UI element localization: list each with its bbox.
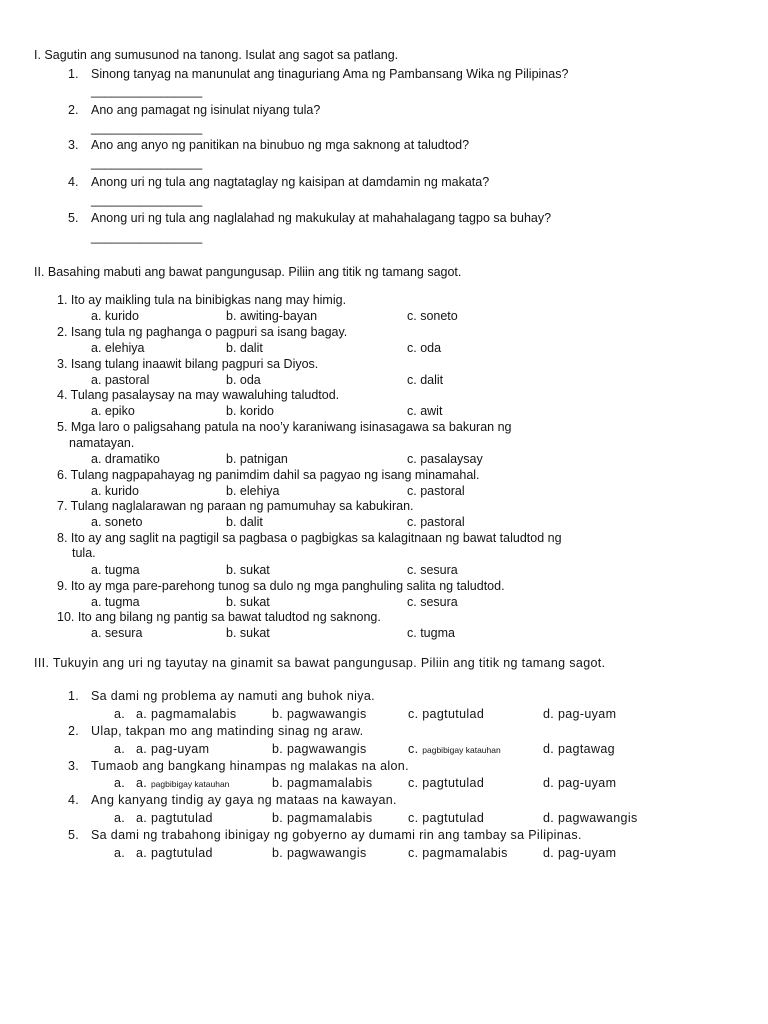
s3-q1-number: 1. [68, 689, 80, 703]
s2-q2-choice-a[interactable]: a. elehiya [91, 341, 145, 355]
s3-q5-choice-d[interactable]: d. pag-uyam [543, 846, 617, 860]
s2-q7-choice-b[interactable]: b. dalit [226, 515, 263, 529]
s2-q1-choice-b[interactable]: b. awiting-bayan [226, 309, 318, 323]
s3-q2-choice-c-letter: c. [408, 742, 419, 756]
s1-q1-text: Sinong tanyag na manunulat ang tinaguriang Ama ng Pambansang Wika ng Pilipinas? [91, 67, 569, 81]
s3-q4-number: 4. [68, 793, 80, 807]
s3-q4-choice-c[interactable]: c. pagtutulad [408, 811, 485, 825]
s3-q3-choice-a[interactable] [136, 776, 229, 792]
s2-q5-text-continued: namatayan. [69, 436, 135, 450]
s2-q8-text: 8. Ito ay ang saglit na pagtigil sa pagbasa o pagbigkas sa kalagitnaan ng bawat taludtod ng [57, 531, 562, 545]
s3-q3-letter: a. [114, 776, 126, 790]
s3-q5-choice-a[interactable]: a. pagtutulad [136, 846, 213, 860]
s3-q2-number: 2. [68, 724, 80, 738]
s1-q3-text: Ano ang anyo ng panitikan na binubuo ng mga saknong at taludtod? [91, 138, 470, 152]
s2-q3-choice-b[interactable]: b. oda [226, 373, 261, 387]
s1-q4-answer-line[interactable]: ________________ [91, 193, 203, 207]
s2-q7-choice-c[interactable]: c. pastoral [407, 515, 465, 529]
s1-q5-text: Anong uri ng tula ang naglalahad ng makukulay at mahahalagang tagpo sa buhay? [91, 211, 552, 225]
s3-q4-choice-a[interactable]: a. pagtutulad [136, 811, 213, 825]
s2-q4-choice-b[interactable]: b. korido [226, 404, 274, 418]
s3-q3-choice-d[interactable]: d. pag-uyam [543, 776, 617, 790]
s2-q8-choice-c[interactable]: c. sesura [407, 563, 458, 577]
s3-q1-choice-b[interactable]: b. pagwawangis [272, 707, 367, 721]
s2-q2-text: 2. Isang tula ng paghanga o pagpuri sa isang bagay. [57, 325, 348, 339]
s2-q2-choice-b[interactable]: b. dalit [226, 341, 263, 355]
section-2-heading: II. Basahing mabuti ang bawat pangungusap. Piliin ang titik ng tamang sagot. [34, 265, 462, 279]
s3-q5-text: Sa dami ng trabahong ibinigay ng gobyerno ay dumami rin ang tambay sa Pilipinas. [91, 828, 582, 842]
s1-q2-answer-line[interactable]: ________________ [91, 121, 203, 135]
s2-q3-choice-c[interactable]: c. dalit [407, 373, 444, 387]
s1-q3-answer-line[interactable]: ________________ [91, 156, 203, 170]
s2-q1-text: 1. Ito ay maikling tula na binibigkas nang may himig. [57, 293, 347, 307]
s2-q7-text: 7. Tulang naglalarawan ng paraan ng pamumuhay sa kabukiran. [57, 499, 414, 513]
s2-q10-choice-b[interactable]: b. sukat [226, 626, 270, 640]
s2-q7-choice-a[interactable]: a. soneto [91, 515, 143, 529]
s2-q8-choice-a[interactable]: a. tugma [91, 563, 140, 577]
s3-q5-choice-c[interactable]: c. pagmamalabis [408, 846, 508, 860]
s2-q6-text: 6. Tulang nagpapahayag ng panimdim dahil sa pagyao ng isang minamahal. [57, 468, 480, 482]
s2-q5-choice-a[interactable]: a. dramatiko [91, 452, 160, 466]
s2-q3-choice-a[interactable]: a. pastoral [91, 373, 150, 387]
s1-q3-number: 3. [68, 138, 79, 152]
s3-q2-choice-b[interactable]: b. pagwawangis [272, 742, 367, 756]
s1-q4-number: 4. [68, 175, 79, 189]
s3-q5-number: 5. [68, 828, 80, 842]
s3-q2-choice-d[interactable]: d. pagtawag [543, 742, 615, 756]
s2-q4-choice-a[interactable]: a. epiko [91, 404, 135, 418]
s2-q5-text: 5. Mga laro o paligsahang patula na noo’y karaniwang isinasagawa sa bakuran ng [57, 420, 512, 434]
s1-q2-number: 2. [68, 103, 79, 117]
s3-q3-text: Tumaob ang bangkang hinampas ng malakas na alon. [91, 759, 409, 773]
s3-q4-choice-d[interactable]: d. pagwawangis [543, 811, 638, 825]
s3-q3-choice-b[interactable]: b. pagmamalabis [272, 776, 373, 790]
s3-q3-number: 3. [68, 759, 80, 773]
s3-q2-choice-a[interactable]: a. pag-uyam [136, 742, 210, 756]
s2-q2-choice-c[interactable]: c. oda [407, 341, 442, 355]
s2-q9-choice-b[interactable]: b. sukat [226, 595, 270, 609]
s1-q1-answer-line[interactable]: ________________ [91, 84, 203, 98]
s1-q1-number: 1. [68, 67, 79, 81]
s2-q10-choice-c[interactable]: c. tugma [407, 626, 455, 640]
s2-q9-text: 9. Ito ay mga pare-parehong tunog sa dulo ng mga panghuling salita ng taludtod. [57, 579, 505, 593]
s3-q1-text: Sa dami ng problema ay namuti ang buhok niya. [91, 689, 375, 703]
s3-q5-choice-b[interactable]: b. pagwawangis [272, 846, 367, 860]
s2-q3-text: 3. Isang tulang inaawit bilang pagpuri sa Diyos. [57, 357, 319, 371]
s2-q8-text-continued: tula. [72, 546, 96, 560]
s3-q2-text: Ulap, takpan mo ang matinding sinag ng araw. [91, 724, 364, 738]
s3-q3-choice-a-label: pagbibigay katauhan [150, 779, 230, 789]
section-3-heading: III. Tukuyin ang uri ng tayutay na ginamit sa bawat pangungusap. Piliin ang titik ng tamang sagot. [34, 656, 606, 670]
s2-q5-choice-c[interactable]: c. pasalaysay [407, 452, 483, 466]
s2-q4-text: 4. Tulang pasalaysay na may wawaluhing taludtod. [57, 388, 340, 402]
s3-q5-letter: a. [114, 846, 126, 860]
s3-q2-letter: a. [114, 742, 126, 756]
s1-q5-answer-line[interactable]: ________________ [91, 230, 203, 244]
s2-q10-choice-a[interactable]: a. sesura [91, 626, 143, 640]
s2-q6-choice-c[interactable]: c. pastoral [407, 484, 465, 498]
s2-q10-text: 10. Ito ang bilang ng pantig sa bawat taludtod ng saknong. [57, 610, 381, 624]
s3-q2-choice-c-label: pagbibigay katauhan [422, 745, 501, 755]
s3-q2-choice-c[interactable] [408, 742, 501, 758]
s3-q3-choice-a-letter: a. [136, 776, 148, 790]
s2-q6-choice-a[interactable]: a. kurido [91, 484, 139, 498]
s2-q5-choice-b[interactable]: b. patnigan [226, 452, 288, 466]
s3-q4-choice-b[interactable]: b. pagmamalabis [272, 811, 373, 825]
s3-q1-letter: a. [114, 707, 126, 721]
s2-q8-choice-b[interactable]: b. sukat [226, 563, 270, 577]
s1-q4-text: Anong uri ng tula ang nagtataglay ng kaisipan at damdamin ng makata? [91, 175, 490, 189]
s2-q9-choice-a[interactable]: a. tugma [91, 595, 140, 609]
s1-q2-text: Ano ang pamagat ng isinulat niyang tula? [91, 103, 321, 117]
s2-q6-choice-b[interactable]: b. elehiya [226, 484, 280, 498]
s3-q3-choice-c[interactable]: c. pagtutulad [408, 776, 485, 790]
s2-q9-choice-c[interactable]: c. sesura [407, 595, 458, 609]
s3-q1-choice-a[interactable]: a. pagmamalabis [136, 707, 237, 721]
s3-q1-choice-c[interactable]: c. pagtutulad [408, 707, 485, 721]
s1-q5-number: 5. [68, 211, 79, 225]
s3-q4-text: Ang kanyang tindig ay gaya ng mataas na kawayan. [91, 793, 397, 807]
s2-q1-choice-a[interactable]: a. kurido [91, 309, 139, 323]
s3-q1-choice-d[interactable]: d. pag-uyam [543, 707, 617, 721]
s2-q1-choice-c[interactable]: c. soneto [407, 309, 458, 323]
s3-q4-letter: a. [114, 811, 126, 825]
section-1-heading: I. Sagutin ang sumusunod na tanong. Isulat ang sagot sa patlang. [34, 48, 399, 62]
s2-q4-choice-c[interactable]: c. awit [407, 404, 443, 418]
